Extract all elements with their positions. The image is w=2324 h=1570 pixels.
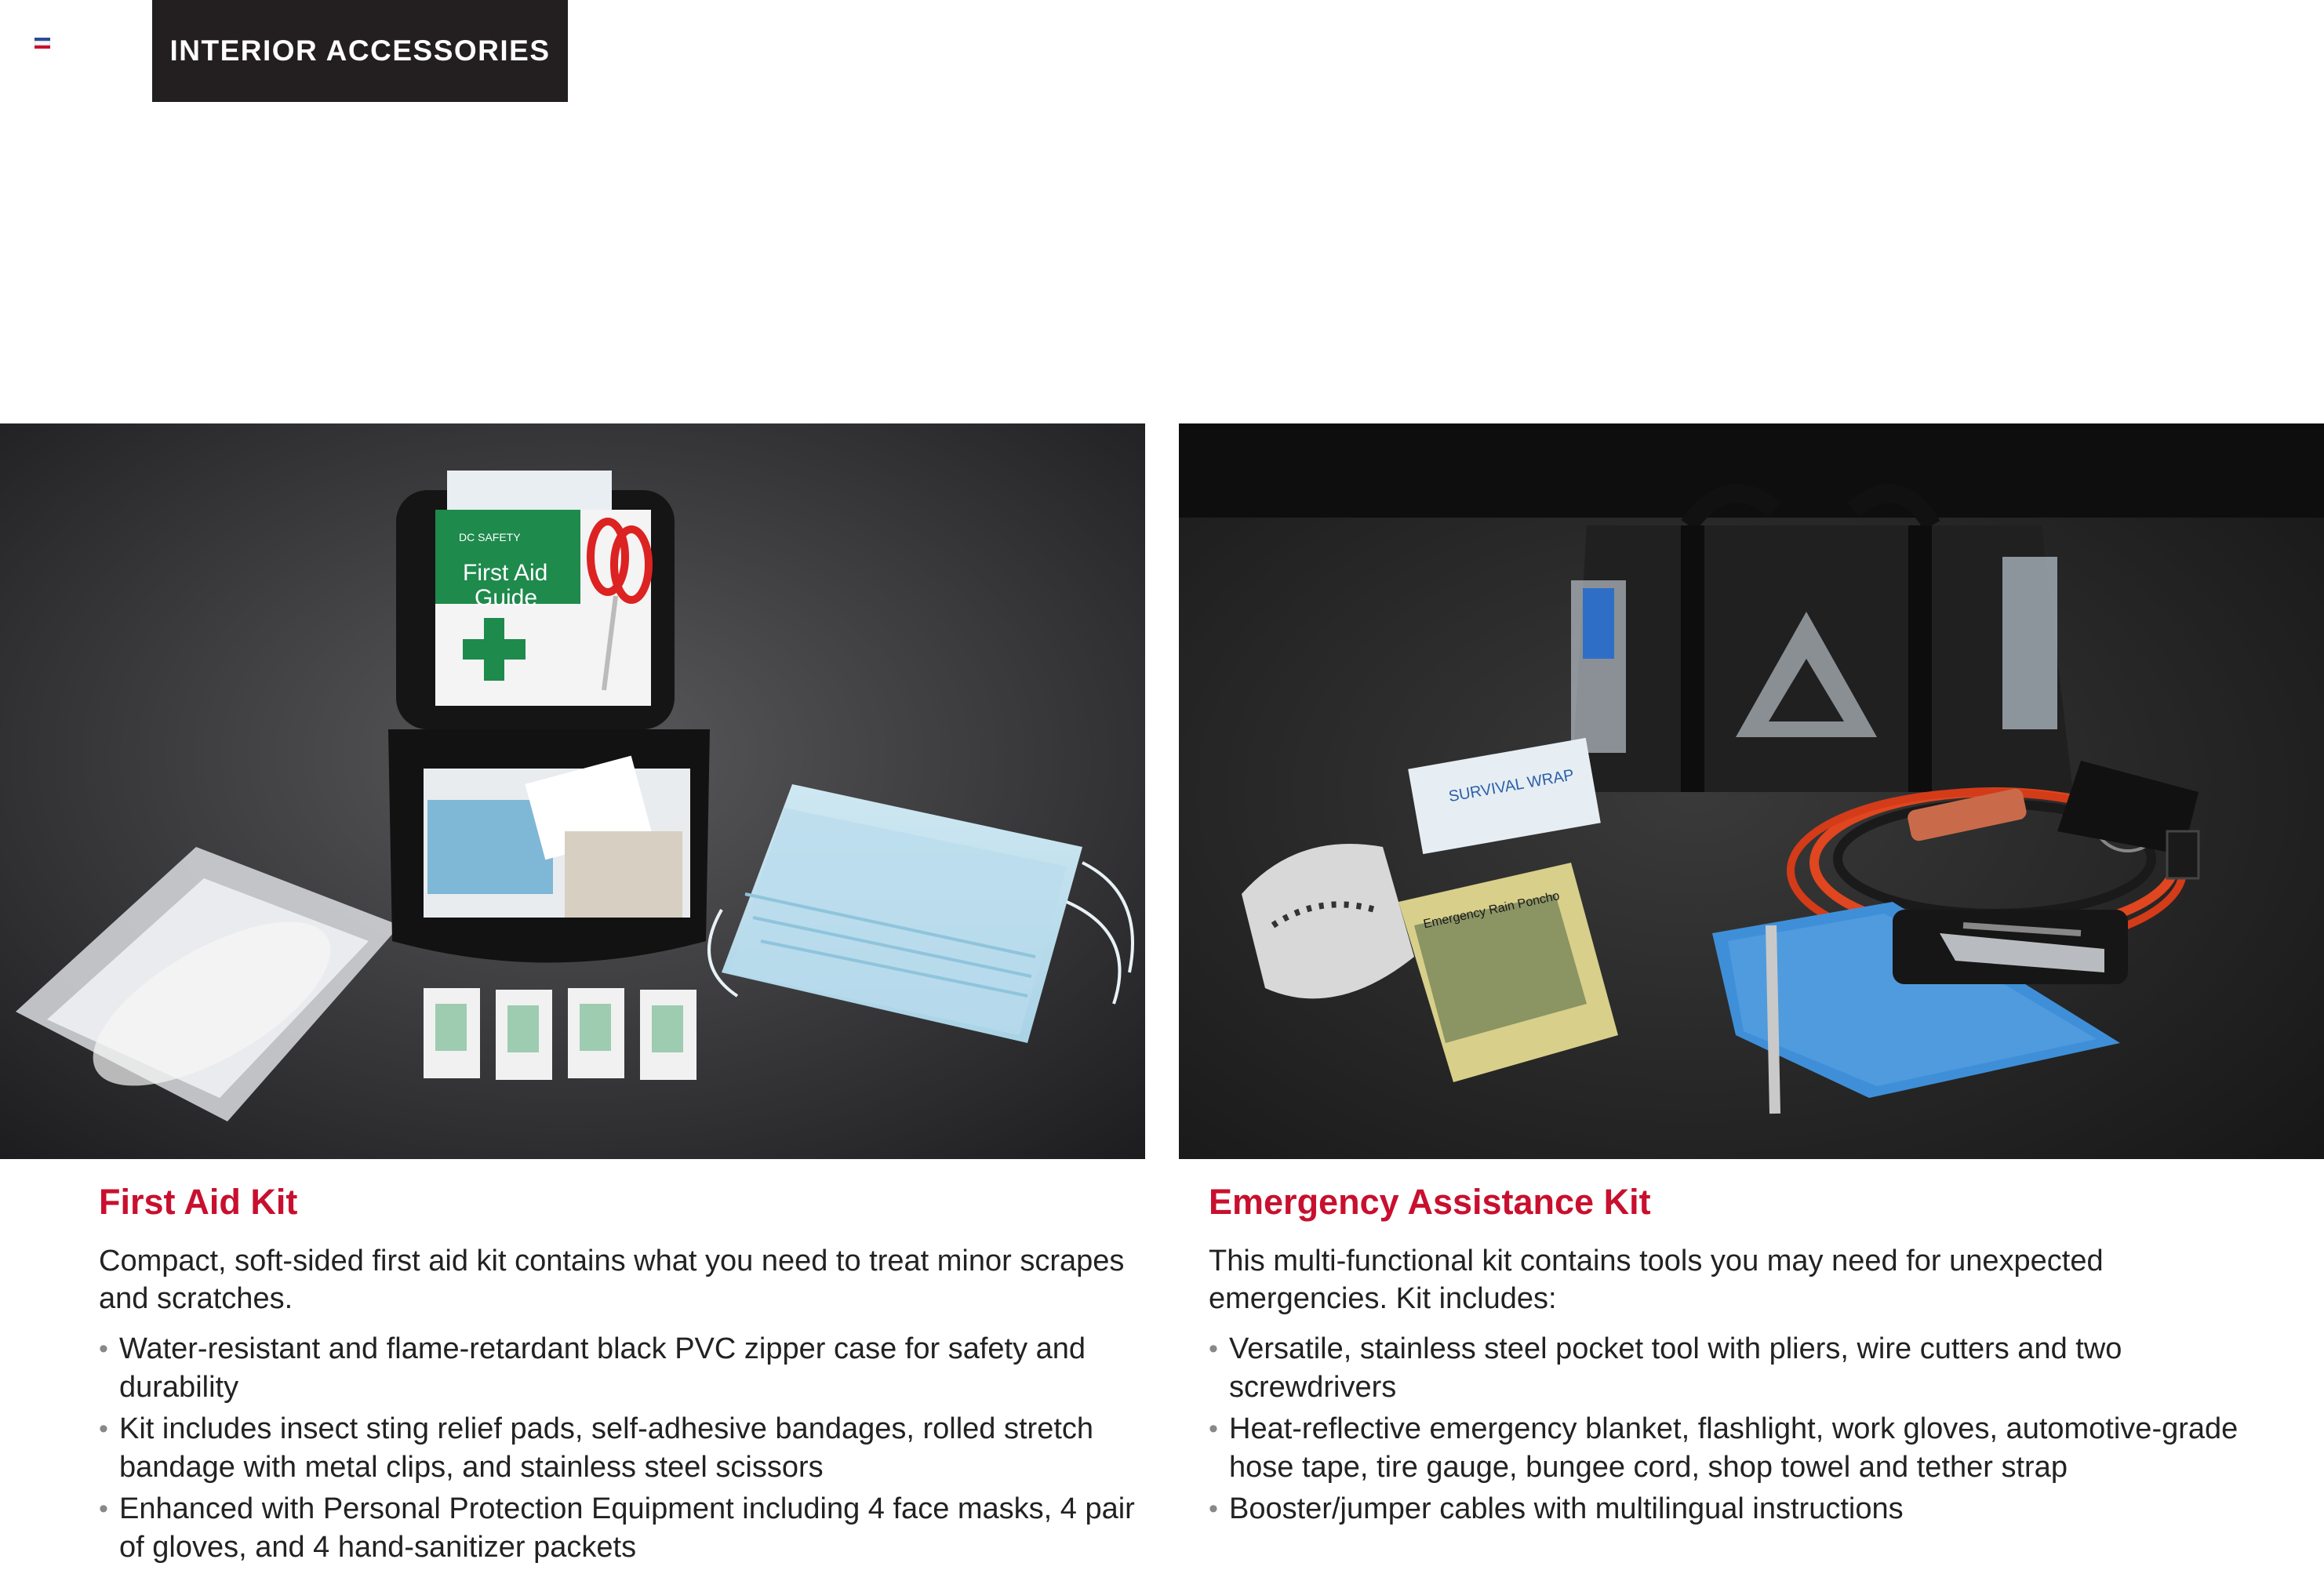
product-description: This multi-functional kit contains tools you may need for unexpected emergencies. Kit includes: — [1209, 1245, 2104, 1315]
section-header-tab — [152, 0, 568, 102]
product-title: Emergency Assistance Kit — [1209, 1182, 1651, 1222]
kit-bag-icon — [1571, 493, 2073, 792]
feature-item: • Booster/jumper cables with multilingual instructions — [1209, 1490, 2252, 1528]
product-description: Compact, soft-sided first aid kit contains what you need to treat minor scrapes and scratches. — [99, 1245, 1125, 1315]
feature-item: • Versatile, stainless steel pocket tool with pliers, wire cutters and two screwdrivers — [1209, 1330, 2252, 1407]
product-title: First Aid Kit — [99, 1182, 298, 1222]
feature-list — [99, 1330, 1142, 1567]
tire-gauge-icon — [1771, 925, 1775, 1114]
poncho-label: Emergency Rain Poncho — [1422, 889, 1561, 932]
emergency-kit-photo — [1179, 423, 2324, 1159]
first-aid-kit-photo — [0, 423, 1145, 1159]
guide-line1: First Aid — [463, 560, 548, 586]
feature-item: • Water-resistant and flame-retardant black PVC zipper case for safety and durability — [99, 1330, 1142, 1407]
blanket-label: SURVIVAL WRAP — [1447, 766, 1576, 806]
product-first-aid-kit — [99, 1181, 1142, 1570]
section-title: INTERIOR ACCESSORIES — [169, 35, 551, 67]
bullet-icon: • — [1209, 1414, 1218, 1444]
guide-line2: Guide — [475, 585, 538, 611]
pocket-tool-icon — [1893, 910, 2128, 984]
feature-item: • Heat-reflective emergency blanket, flashlight, work gloves, automotive-grade hose tape, tire gauge, bungee cord, shop towel and tether strap — [1209, 1410, 2252, 1487]
kit-case-lid-icon — [396, 471, 675, 729]
bullet-icon: • — [99, 1414, 108, 1444]
bullet-icon: • — [1209, 1494, 1218, 1524]
flag-icon — [35, 38, 50, 50]
bullet-icon: • — [1209, 1334, 1218, 1364]
feature-item: • Enhanced with Personal Protection Equipment including 4 face masks, 4 pair of gloves, and 4 hand-sanitizer packets — [99, 1490, 1142, 1567]
bullet-icon: • — [99, 1334, 108, 1364]
kit-case-base-icon — [388, 729, 710, 963]
product-emergency-assistance-kit — [1209, 1181, 2252, 1532]
bullet-icon: • — [99, 1494, 108, 1524]
feature-item: • Kit includes insect sting relief pads, self-adhesive bandages, rolled stretch bandage with metal clips, and stainless steel scissors — [99, 1410, 1142, 1487]
brand-label: DC SAFETY — [459, 531, 521, 543]
feature-list — [1209, 1330, 2252, 1528]
